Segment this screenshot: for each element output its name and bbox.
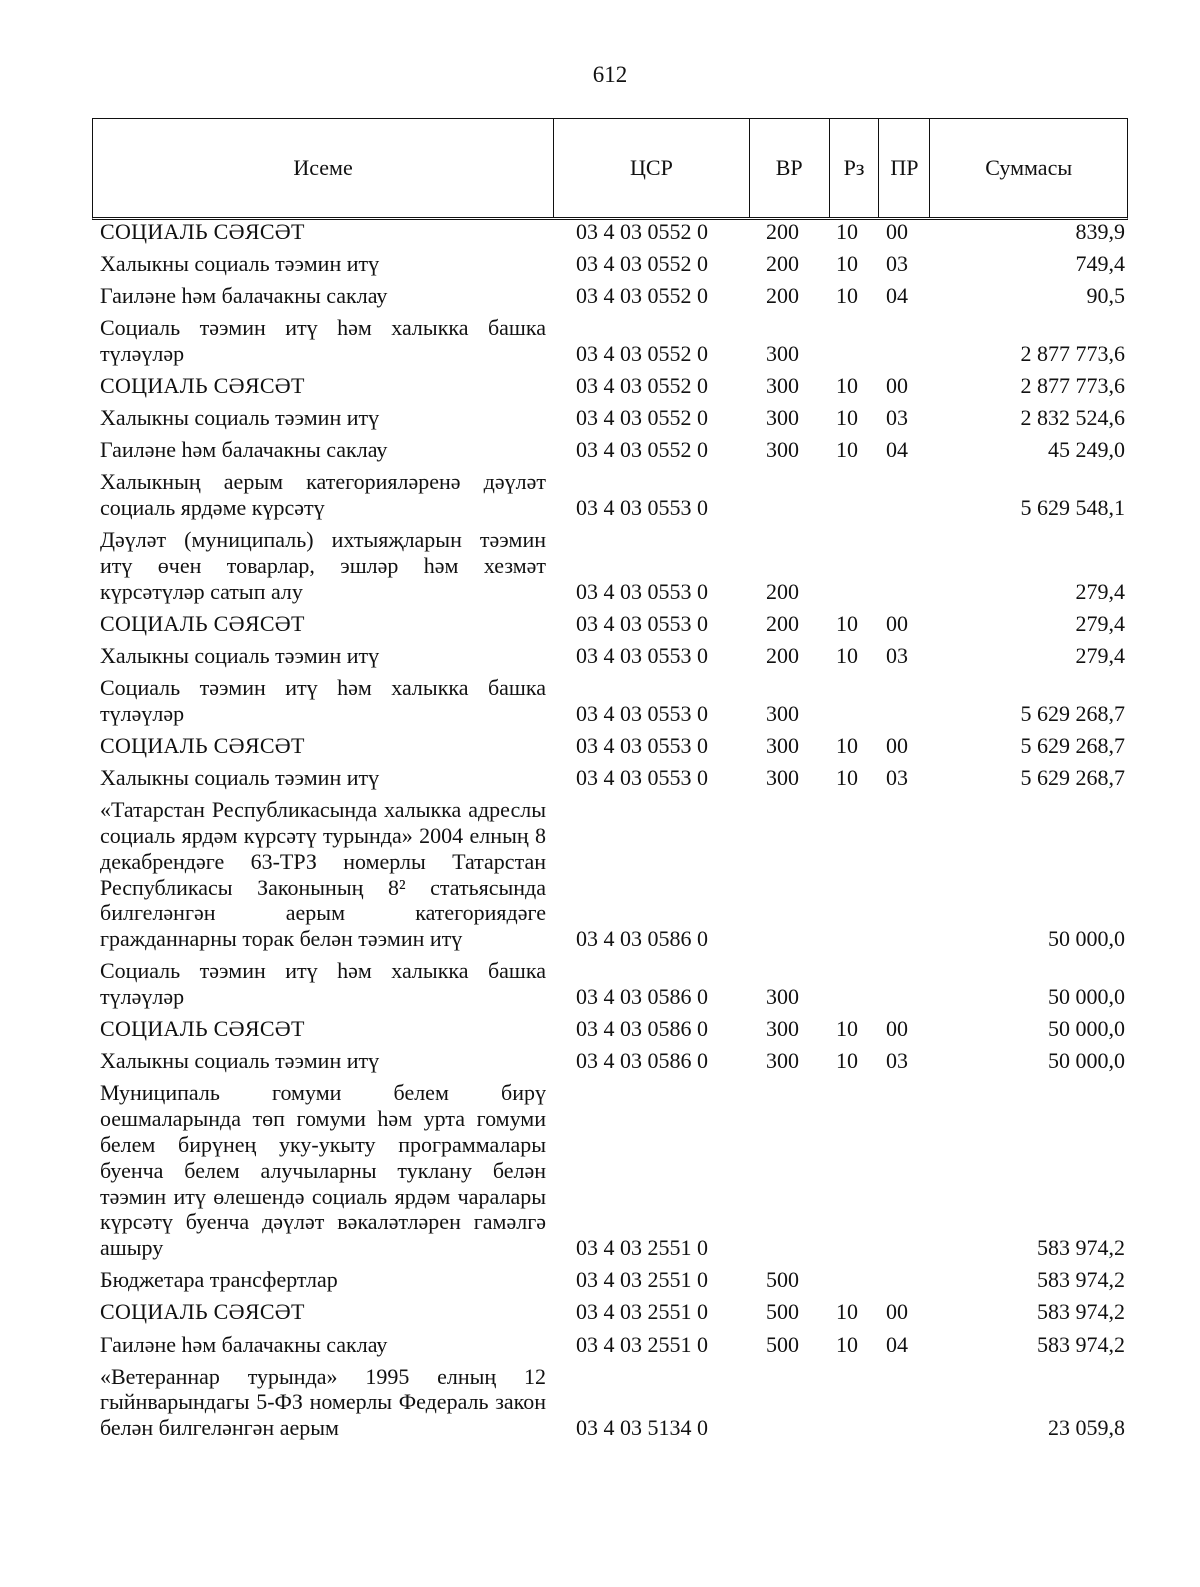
row-name: СОЦИАЛЬ СӘЯСӘТ [100, 1016, 305, 1042]
row-vr: 500 [766, 1267, 799, 1293]
row-name: Халыкны социаль тәэмин итү [100, 643, 380, 669]
row-sum: 2 832 524,6 [1020, 405, 1125, 431]
row-csr: 03 4 03 0553 0 [576, 643, 708, 669]
row-csr: 03 4 03 0586 0 [576, 926, 708, 952]
row-csr: 03 4 03 0553 0 [576, 611, 708, 637]
row-name: Халыкны социаль тәэмин итү [100, 405, 380, 431]
row-pr: 03 [886, 251, 908, 277]
row-sum: 50 000,0 [1048, 984, 1125, 1010]
row-pr: 04 [886, 1331, 908, 1357]
table-row [100, 437, 1125, 463]
row-pr: 04 [886, 283, 908, 309]
row-name: СОЦИАЛЬ СӘЯСӘТ [100, 733, 305, 759]
row-rz: 10 [836, 1331, 858, 1357]
row-csr: 03 4 03 2551 0 [576, 1235, 708, 1261]
row-vr: 300 [766, 765, 799, 791]
row-sum: 23 059,8 [1048, 1415, 1125, 1441]
row-pr: 04 [886, 437, 908, 463]
table-row [100, 219, 1125, 245]
row-sum: 50 000,0 [1048, 926, 1125, 952]
header-csr: ЦСР [553, 119, 749, 217]
table-row [100, 1080, 1125, 1261]
row-rz: 10 [836, 373, 858, 399]
row-sum: 50 000,0 [1048, 1048, 1125, 1074]
row-name: Социаль тәэмин итү һәм халыкка башка түләүләр [100, 675, 546, 727]
row-rz: 10 [836, 643, 858, 669]
row-sum: 583 974,2 [1037, 1267, 1125, 1293]
row-sum: 90,5 [1086, 283, 1125, 309]
row-vr: 200 [766, 283, 799, 309]
row-name: СОЦИАЛЬ СӘЯСӘТ [100, 219, 305, 244]
row-csr: 03 4 03 0553 0 [576, 701, 708, 727]
row-pr: 00 [886, 1299, 908, 1325]
table-body [100, 219, 1125, 1447]
row-csr: 03 4 03 0553 0 [576, 578, 708, 604]
row-csr: 03 4 03 0553 0 [576, 495, 708, 521]
table-row [100, 797, 1125, 952]
table-row [100, 283, 1125, 309]
row-pr: 00 [886, 1016, 908, 1042]
row-sum: 749,4 [1075, 251, 1125, 277]
row-rz: 10 [836, 437, 858, 463]
header-vr: ВР [749, 119, 829, 217]
row-csr: 03 4 03 2551 0 [576, 1299, 708, 1325]
header-pr: ПР [878, 119, 929, 217]
table-row [100, 373, 1125, 399]
row-pr: 00 [886, 611, 908, 637]
row-sum: 50 000,0 [1048, 1016, 1125, 1042]
row-sum: 2 877 773,6 [1020, 373, 1125, 399]
row-name: Муниципаль гомуми белем бирү оешмаларында төп гомуми һәм урта гомуми белем бирүнең уку-укыту программалары буенча белем алучыларны туклану белән тәэмин итү өлешендә социаль ярдәм чаралары күрсәтү буенча дәүләт вәкаләтләрен гамәлгә ашыру [100, 1080, 546, 1261]
row-rz: 10 [836, 1016, 858, 1042]
row-name: Халыкны социаль тәэмин итү [100, 1048, 380, 1074]
row-csr: 03 4 03 2551 0 [576, 1331, 708, 1357]
row-csr: 03 4 03 0552 0 [576, 405, 708, 431]
row-csr: 03 4 03 0552 0 [576, 373, 708, 399]
row-vr: 200 [766, 578, 799, 604]
row-pr: 00 [886, 373, 908, 399]
row-vr: 300 [766, 1016, 799, 1042]
row-vr: 300 [766, 733, 799, 759]
table-row [100, 405, 1125, 431]
row-vr: 200 [766, 251, 799, 277]
row-pr: 03 [886, 643, 908, 669]
table-row [100, 1299, 1125, 1325]
row-vr: 200 [766, 611, 799, 637]
row-rz: 10 [836, 611, 858, 637]
table-row [100, 675, 1125, 727]
row-vr: 200 [766, 219, 799, 244]
row-pr: 03 [886, 765, 908, 791]
row-name: СОЦИАЛЬ СӘЯСӘТ [100, 1299, 305, 1325]
row-rz: 10 [836, 219, 858, 244]
table-row [100, 611, 1125, 637]
page-number: 612 [592, 62, 628, 87]
row-sum: 279,4 [1075, 578, 1125, 604]
row-csr: 03 4 03 5134 0 [576, 1415, 708, 1441]
row-csr: 03 4 03 0552 0 [576, 283, 708, 309]
row-name: Дәүләт (муниципаль) ихтыяҗларын тәэмин итү өчен товарлар, эшләр һәм хезмәт күрсәтүләр сатып алу [100, 527, 546, 604]
row-csr: 03 4 03 0552 0 [576, 251, 708, 277]
row-vr: 500 [766, 1299, 799, 1325]
row-sum: 45 249,0 [1048, 437, 1125, 463]
table-row [100, 765, 1125, 791]
row-vr: 300 [766, 437, 799, 463]
row-name: «Ветераннар турында» 1995 елның 12 гыйнварындагы 5-ФЗ номерлы Федераль закон белән билгеләнгән аерым [100, 1363, 546, 1441]
row-csr: 03 4 03 0553 0 [576, 765, 708, 791]
row-sum: 583 974,2 [1037, 1235, 1125, 1261]
row-name: Социаль тәэмин итү һәм халыкка башка түләүләр [100, 315, 546, 367]
table-row [100, 527, 1125, 604]
row-name: Гаиләне һәм балачакны саклау [100, 437, 388, 463]
row-sum: 2 877 773,6 [1020, 341, 1125, 367]
row-sum: 583 974,2 [1037, 1331, 1125, 1357]
row-vr: 500 [766, 1331, 799, 1357]
table-row [100, 469, 1125, 521]
table-header [92, 118, 1128, 220]
row-vr: 300 [766, 373, 799, 399]
table-row [100, 1332, 1125, 1358]
row-name: «Татарстан Республикасында халыкка адреслы социаль ярдәм күрсәтү турында» 2004 елның 8 декабрендәге 63-ТРЗ номерлы Татарстан Республикасы Законының 8² статьясында билгеләнгән аерым категориядәге гражданнарны торак белән тәэмин итү [100, 797, 546, 952]
row-csr: 03 4 03 0586 0 [576, 984, 708, 1010]
header-sum: Суммасы [929, 119, 1127, 217]
row-name: Бюджетара трансфертлар [100, 1267, 338, 1293]
table-row [100, 1267, 1125, 1293]
row-rz: 10 [836, 405, 858, 431]
row-sum: 5 629 268,7 [1020, 701, 1125, 727]
row-name: Гаиләне һәм балачакны саклау [100, 283, 388, 309]
row-pr: 03 [886, 1048, 908, 1074]
row-csr: 03 4 03 0552 0 [576, 437, 708, 463]
row-csr: 03 4 03 0552 0 [576, 219, 708, 244]
row-rz: 10 [836, 251, 858, 277]
row-rz: 10 [836, 1299, 858, 1325]
row-rz: 10 [836, 765, 858, 791]
table-row [100, 958, 1125, 1010]
header-name: Исеме [293, 155, 353, 180]
table-row [100, 643, 1125, 669]
row-pr: 00 [886, 733, 908, 759]
table-row [100, 733, 1125, 759]
row-vr: 300 [766, 405, 799, 431]
row-sum: 279,4 [1075, 611, 1125, 637]
row-name: СОЦИАЛЬ СӘЯСӘТ [100, 611, 305, 637]
row-vr: 300 [766, 341, 799, 367]
table-row [100, 1016, 1125, 1042]
row-name: Гаиләне һәм балачакны саклау [100, 1331, 388, 1357]
row-name: СОЦИАЛЬ СӘЯСӘТ [100, 373, 305, 399]
row-sum: 5 629 268,7 [1020, 733, 1125, 759]
table-row [100, 1048, 1125, 1074]
header-rz: Рз [829, 119, 879, 217]
table-row [100, 1364, 1125, 1441]
row-sum: 583 974,2 [1037, 1299, 1125, 1325]
row-rz: 10 [836, 733, 858, 759]
row-csr: 03 4 03 0553 0 [576, 733, 708, 759]
row-csr: 03 4 03 0586 0 [576, 1016, 708, 1042]
table-row [100, 315, 1125, 367]
row-rz: 10 [836, 1048, 858, 1074]
row-sum: 5 629 268,7 [1020, 765, 1125, 791]
row-csr: 03 4 03 2551 0 [576, 1267, 708, 1293]
row-name: Халыкны социаль тәэмин итү [100, 765, 380, 791]
row-name: Халыкның аерым категорияләренә дәүләт социаль ярдәме күрсәтү [100, 469, 546, 521]
row-pr: 03 [886, 405, 908, 431]
row-vr: 300 [766, 984, 799, 1010]
row-csr: 03 4 03 0586 0 [576, 1048, 708, 1074]
row-name: Социаль тәэмин итү һәм халыкка башка түләүләр [100, 958, 546, 1010]
row-sum: 279,4 [1075, 643, 1125, 669]
row-pr: 00 [886, 219, 908, 244]
row-vr: 200 [766, 643, 799, 669]
row-sum: 5 629 548,1 [1020, 495, 1125, 521]
row-vr: 300 [766, 1048, 799, 1074]
table-row [100, 251, 1125, 277]
row-name: Халыкны социаль тәэмин итү [100, 251, 380, 277]
row-rz: 10 [836, 283, 858, 309]
row-sum: 839,9 [1075, 219, 1125, 244]
row-vr: 300 [766, 701, 799, 727]
row-csr: 03 4 03 0552 0 [576, 341, 708, 367]
